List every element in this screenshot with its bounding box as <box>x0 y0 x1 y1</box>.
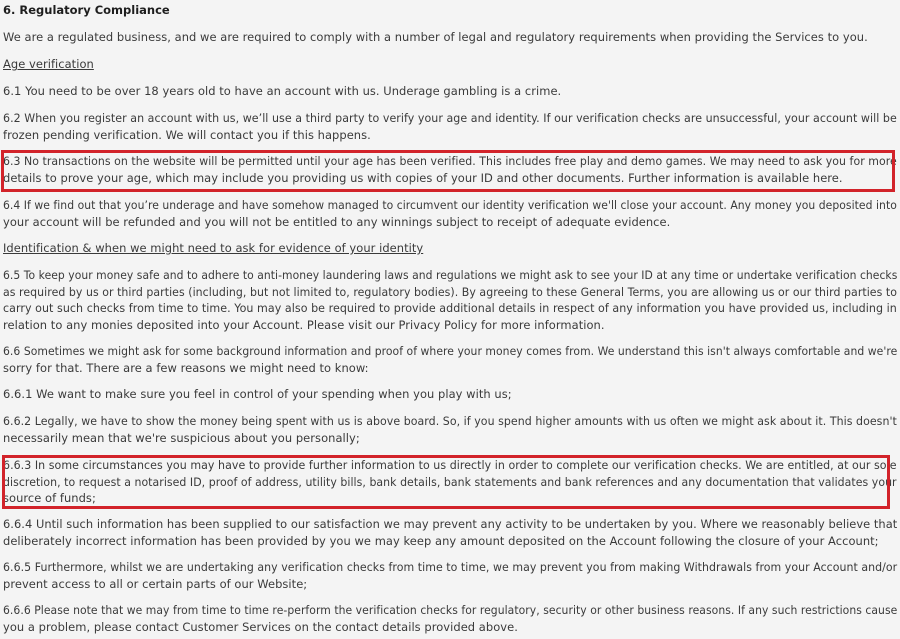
text-line: carry out such checks from time to time. You may also be required to provide additional details in respect of any information you have provided us, including in <box>3 301 897 315</box>
text-line: sorry for that. There are a few reasons we might need to know: <box>3 360 369 375</box>
clause-6-6 <box>3 343 900 376</box>
text-line: 6.6 Sometimes we might ask for some background information and proof of where your money comes from. We understand this isn't always comfortable and we're <box>3 344 898 358</box>
clause-6-6-5 <box>3 559 900 592</box>
text-line: We are a regulated business, and we are required to comply with a number of legal and regulatory requirements when providing the Services to you. <box>3 30 868 44</box>
clause-6-6-2 <box>3 413 900 446</box>
text-line: 6.3 No transactions on the website will be permitted until your age has been verified. This includes free play and demo games. We may need to ask you for more <box>3 154 897 168</box>
text-line: frozen pending verification. We will contact you if this happens. <box>3 127 371 142</box>
text-line: you a problem, please contact Customer Services on the contact details provided above. <box>3 619 518 634</box>
clause-6-6-1 <box>3 386 900 403</box>
text-line: 6.6.6 Please note that we may from time to time re-perform the verification checks for regulatory, security or other business reasons. If any such restrictions cause <box>3 603 898 617</box>
section-heading: 6. Regulatory Compliance <box>3 3 170 17</box>
clause-6-5 <box>3 267 900 333</box>
text-line: as required by us or third parties (including, but not limited to, regulatory bodies). By agreeing to these General Terms, you are allowing us or our third parties to <box>3 284 897 299</box>
text-line: discretion, to request a notarised ID, proof of address, utility bills, bank details, bank statements and bank references and any documentation that validates your <box>3 474 897 489</box>
clause-6-6-6 <box>3 602 900 635</box>
clause-6-6-4 <box>3 516 900 549</box>
text-line: your account will be refunded and you will not be entitled to any winnings subject to receipt of adequate evidence. <box>3 214 671 229</box>
text-line: 6.6.1 We want to make sure you feel in control of your spending when you play with us; <box>3 387 512 401</box>
section-intro <box>3 29 900 46</box>
text-line: 6.6.2 Legally, we have to show the money being spent with us is above board. So, if you spend higher amounts with us often we might ask about it. This doesn't <box>3 414 897 428</box>
text-line: 6.5 To keep your money safe and to adhere to anti-money laundering laws and regulations we might ask to see your ID at any time or undertake verification checks <box>3 268 898 282</box>
clause-6-2 <box>3 110 900 143</box>
text-line: 6.6.4 Until such information has been supplied to our satisfaction we may prevent any activity to be undertaken by you. Where we reasonably believe that <box>3 517 898 531</box>
text-line: relation to any monies deposited into your Account. Please visit our Privacy Policy for more information. <box>3 317 605 332</box>
text-line: deliberately incorrect information has been provided by you we may keep any amount deposited on the Account following the closure of your Account; <box>3 533 879 548</box>
highlight-box-6-6-3 <box>2 455 897 509</box>
highlight-box-6-3 <box>1 150 895 192</box>
age-verification-heading: Age verification <box>3 57 94 71</box>
text-line: 6.6.5 Furthermore, whilst we are undertaking any verification checks from time to time, we may prevent you from making Withdrawals from your Account and/or <box>3 560 898 574</box>
text-line: 6.2 When you register an account with us, we’ll use a third party to verify your age and identity. If our verification checks are unsuccessful, your account will be <box>3 111 897 125</box>
text-line: details to prove your age, which may include you providing us with copies of your ID and other documents. Further information is available here. <box>3 170 843 185</box>
text-line: source of funds; <box>3 491 96 505</box>
clause-6-4 <box>3 197 900 230</box>
text-line: 6.6.3 In some circumstances you may have to provide further information to us directly in order to complete our verification checks. We are entitled, at our sole <box>3 458 897 472</box>
identification-heading: Identification & when we might need to ask for evidence of your identity <box>3 241 424 255</box>
clause-6-1 <box>3 83 900 100</box>
text-line: 6.4 If we find out that you’re underage and have somehow managed to circumvent our identity verification we'll close your account. Any money you deposited into <box>3 198 897 212</box>
text-line: 6.1 You need to be over 18 years old to have an account with us. Underage gambling is a crime. <box>3 84 562 98</box>
text-line: prevent access to all or certain parts of our Website; <box>3 576 308 591</box>
text-line: necessarily mean that we're suspicious about you personally; <box>3 430 360 445</box>
